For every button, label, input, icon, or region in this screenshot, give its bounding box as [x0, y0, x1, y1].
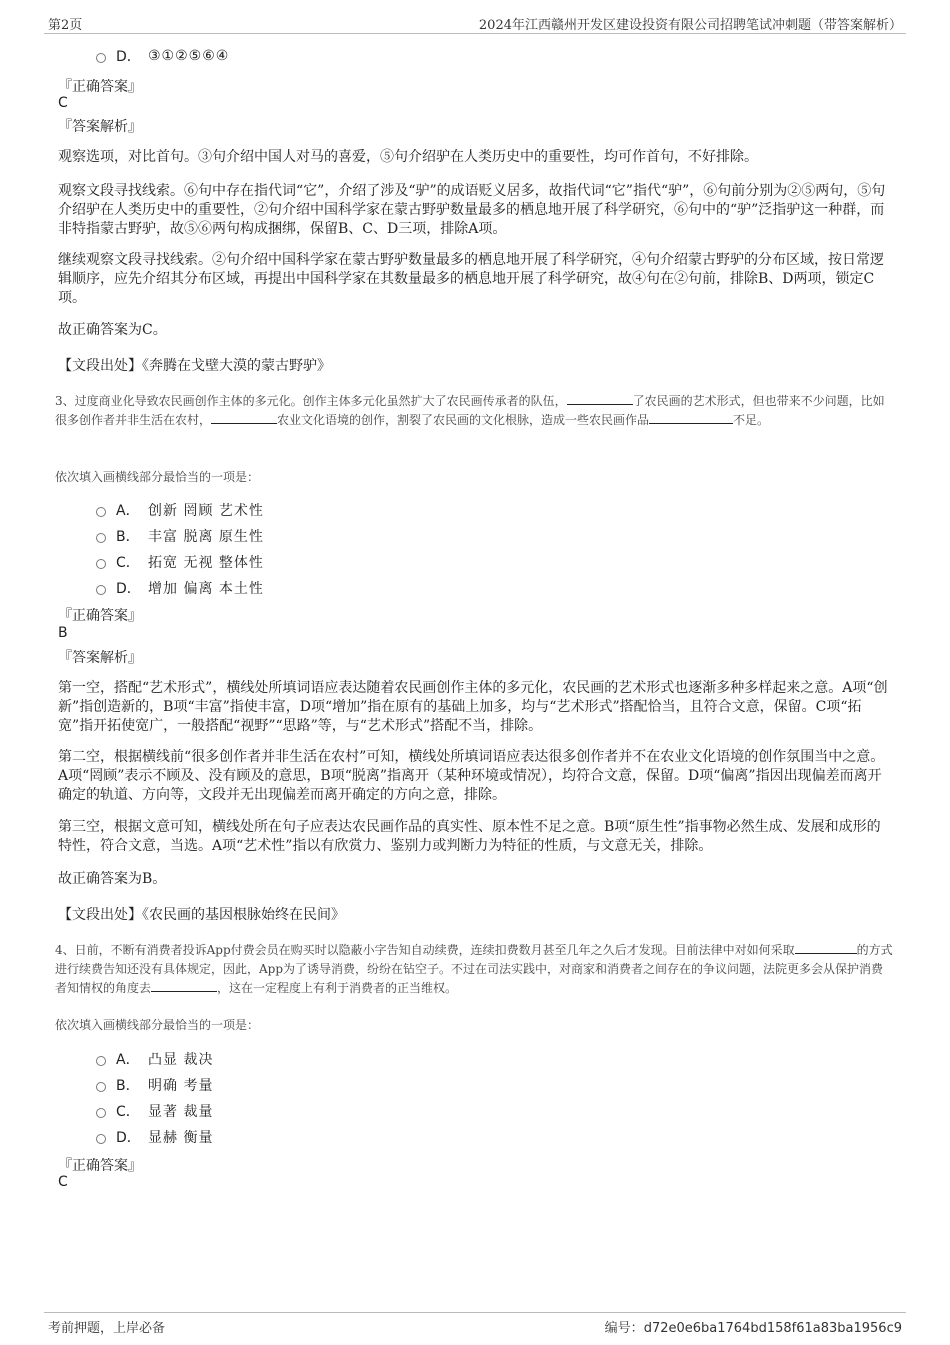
stem-text: 3、过度商业化导致农民画创作主体的多元化。创作主体多元化虽然扩大了农民画传承者的队伍， [55, 394, 567, 408]
option-letter: B． [116, 529, 140, 545]
option-text: 显赫 衡量 [148, 1130, 214, 1146]
option-c[interactable] [96, 552, 264, 572]
code-label: 编号： [604, 1321, 644, 1336]
code-value: d72e0e6ba1764bd158f61a83ba1956c9 [643, 1321, 902, 1336]
fill-blank [151, 980, 217, 992]
option-letter: A． [116, 503, 140, 519]
analysis-paragraph: 继续观察文段寻找线索。②句介绍中国科学家在蒙古野驴数量最多的栖息地开展了科学研究，④句介绍蒙古野驴的分布区域，按日常逻辑顺序，应先介绍其分布区域，再提出中国科学家在其数量最多的栖息地开展了科学研究，故④句在②句前，排除B、D两项，锁定C项。 [58, 252, 884, 306]
analysis-conclusion: 故正确答案为C。 [58, 322, 167, 338]
radio-icon[interactable] [96, 1082, 106, 1092]
correct-answer: C [58, 1174, 68, 1190]
correct-answer: C [58, 95, 68, 111]
page-header [44, 12, 906, 34]
answer-label: 『正确答案』 [58, 79, 142, 95]
stem-text: 了农民画的艺术形式，但也带来不少问题，比如很多创作者并非生活在农村， [55, 394, 885, 427]
option-text: 显著 裁量 [148, 1104, 214, 1120]
analysis-paragraph: 第三空，根据文意可知，横线处所在句子应表达农民画作品的真实性、原本性不足之意。B项“原生性”指事物必然生成、发展和成形的特性，符合文意，当选。A项“艺术性”指以有欣赏力、鉴别力或判断力为特征的性质，与文意无关，排除。 [58, 819, 881, 854]
radio-icon[interactable] [96, 1056, 106, 1066]
option-d[interactable] [96, 1127, 213, 1147]
page-footer [44, 1312, 906, 1336]
option-text: 增加 偏离 本土性 [148, 581, 264, 597]
option-a[interactable] [96, 500, 264, 520]
option-a[interactable] [96, 1049, 213, 1069]
fill-blank [211, 412, 277, 424]
option-letter: C． [116, 555, 140, 571]
radio-icon[interactable] [96, 559, 106, 569]
radio-icon[interactable] [96, 1108, 106, 1118]
option-text: 丰富 脱离 原生性 [148, 529, 264, 545]
document-title: 2024年江西赣州开发区建设投资有限公司招聘笔试冲刺题（带答案解析） [478, 18, 902, 33]
option-d[interactable] [96, 578, 264, 598]
option-d[interactable] [96, 46, 229, 66]
question-stem [55, 941, 895, 998]
radio-icon[interactable] [96, 585, 106, 595]
option-letter: D． [116, 1130, 141, 1146]
option-text: 明确 考量 [148, 1078, 214, 1094]
analysis-paragraph: 第一空，搭配“艺术形式”，横线处所填词语应表达随着农民画创作主体的多元化，农民画的艺术形式也逐渐多种多样起来之意。A项“创新”指创造新的，B项“丰富”指使丰富，D项“增加”指在原有的基础上加多，均与“艺术形式”搭配恰当，且符合文意，保留。C项“拓宽”指开拓使宽广，一般搭配“视野”“思路”等，与“艺术形式”搭配不当，排除。 [58, 680, 888, 734]
option-text: 拓宽 无视 整体性 [148, 555, 264, 571]
option-b[interactable] [96, 1075, 213, 1095]
option-c[interactable] [96, 1101, 213, 1121]
source-citation: 【文段出处】《奔腾在戈壁大漠的蒙古野驴》 [58, 358, 331, 374]
option-letter: A． [116, 1052, 140, 1068]
option-text: 凸显 裁决 [148, 1052, 214, 1068]
option-letter: C． [116, 1104, 140, 1120]
radio-icon[interactable] [96, 1134, 106, 1144]
answer-label: 『正确答案』 [58, 1158, 142, 1174]
stem-text: 的方式进行续费告知还没有具体规定，因此，App为了诱导消费，纷纷在钻空子。不过在司法实践中，对商家和消费者之间存在的争议问题，法院更多会从保护消费者知情权的角度去 [55, 943, 893, 995]
option-letter: D． [116, 581, 141, 597]
option-text: ③①②⑤⑥④ [148, 48, 230, 64]
fill-blank [795, 942, 857, 954]
page-number: 第2页 [48, 18, 83, 33]
question-stem [55, 392, 895, 430]
fill-blank [567, 393, 633, 405]
analysis-conclusion: 故正确答案为B。 [58, 871, 167, 887]
radio-icon[interactable] [96, 507, 106, 517]
radio-icon[interactable] [96, 53, 106, 63]
option-b[interactable] [96, 526, 264, 546]
correct-answer: B [58, 625, 68, 641]
footer-slogan: 考前押题，上岸必备 [48, 1321, 166, 1336]
analysis-label: 『答案解析』 [58, 119, 142, 135]
stem-text: 不足。 [733, 413, 770, 427]
question-prompt: 依次填入画横线部分最恰当的一项是： [55, 470, 260, 484]
radio-icon[interactable] [96, 533, 106, 543]
stem-text: 农业文化语境的创作，割裂了农民画的文化根脉，造成一些农民画作品 [277, 413, 650, 427]
analysis-paragraph: 观察选项，对比首句。③句介绍中国人对马的喜爱，⑤句介绍驴在人类历史中的重要性，均可作首句，不好排除。 [58, 149, 758, 165]
source-citation: 【文段出处】《农民画的基因根脉始终在民间》 [58, 907, 345, 923]
question-prompt: 依次填入画横线部分最恰当的一项是： [55, 1018, 260, 1032]
fill-blank [649, 412, 733, 424]
document-code [605, 1317, 902, 1336]
analysis-label: 『答案解析』 [58, 650, 142, 666]
analysis-paragraph: 观察文段寻找线索。⑥句中存在指代词“它”，介绍了涉及“驴”的成语贬义居多，故指代词“它”指代“驴”，⑥句前分别为②⑤两句，⑤句介绍驴在人类历史中的重要性，②句介绍中国科学家在蒙古野驴数量最多的栖息地开展了科学研究，⑥句中的“驴”泛指驴这一种群，而非特指蒙古野驴，故⑤⑥两句构成捆绑，保留B、C、D三项，排除A项。 [58, 183, 886, 237]
option-letter: D． [116, 49, 141, 65]
option-letter: B． [116, 1078, 140, 1094]
option-text: 创新 罔顾 艺术性 [148, 503, 264, 519]
stem-text: ，这在一定程度上有利于消费者的正当维权。 [217, 981, 458, 995]
stem-text: 4、日前，不断有消费者投诉App付费会员在购买时以隐蔽小字告知自动续费，连续扣费数月甚至几年之久后才发现。目前法律中对如何采取 [55, 943, 795, 957]
answer-label: 『正确答案』 [58, 608, 142, 624]
analysis-paragraph: 第二空，根据横线前“很多创作者并非生活在农村”可知，横线处所填词语应表达很多创作者并不在农业文化语境的创作氛围当中之意。A项“罔顾”表示不顾及、没有顾及的意思，B项“脱离”指离开（某种环境或情况），均符合文意，保留。D项“偏离”指因出现偏差而离开确定的轨道、方向等，文段并无出现偏差而离开确定的方向之意，排除。 [58, 749, 885, 803]
